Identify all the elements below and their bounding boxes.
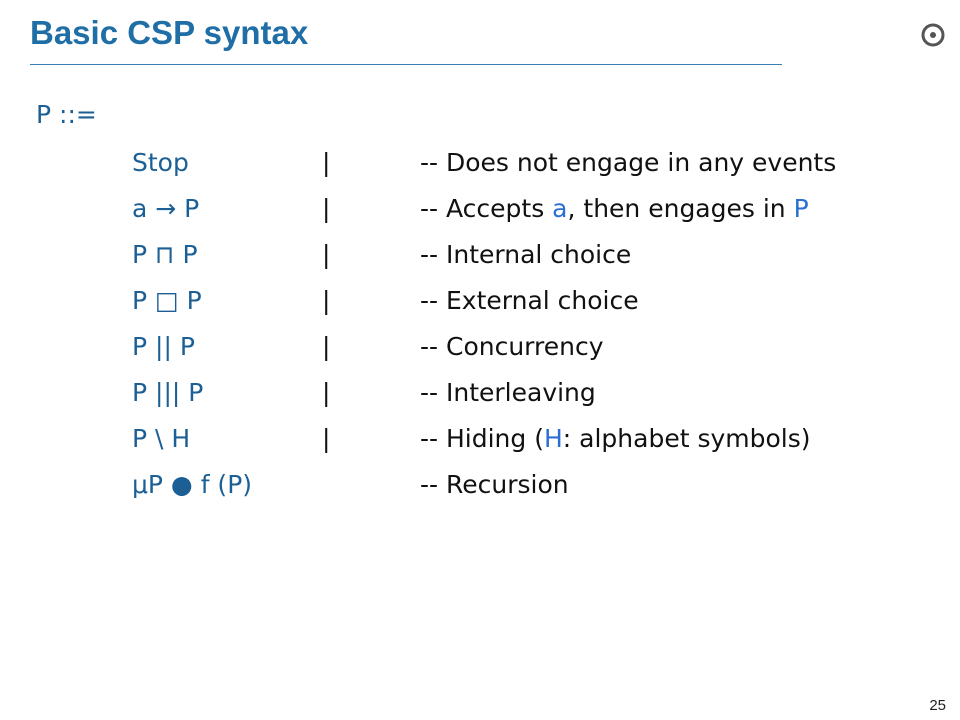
alternative-bar: | xyxy=(322,194,331,223)
alternative-bar: | xyxy=(322,332,331,361)
process-expression: P ||| P xyxy=(132,378,204,407)
alternative-bar: | xyxy=(322,378,331,407)
rule-comment xyxy=(420,416,811,462)
comment-text: , then engages in xyxy=(567,194,794,223)
comment-highlight: H xyxy=(543,424,563,453)
alternative-bar: | xyxy=(322,148,331,177)
title-divider xyxy=(30,64,782,65)
comment-highlight: P xyxy=(793,194,809,223)
process-expression: P □ P xyxy=(132,286,202,315)
grammar-row-prefix xyxy=(0,186,960,232)
alternative-bar: | xyxy=(322,424,331,453)
process-expression: μP ● f (P) xyxy=(132,470,253,499)
comment-text: : alphabet symbols) xyxy=(562,424,811,453)
eiffel-logo-icon xyxy=(918,20,948,50)
rule-comment: -- Internal choice xyxy=(420,240,632,269)
page-title: Basic CSP syntax xyxy=(30,14,309,51)
process-expression: P \ H xyxy=(132,424,191,453)
process-expression: Stop xyxy=(132,148,189,177)
rule-comment xyxy=(420,186,809,232)
comment-highlight: a xyxy=(552,194,568,223)
grammar-row-interleaving xyxy=(0,370,960,416)
rule-comment: -- Concurrency xyxy=(420,332,604,361)
comment-text: -- Accepts xyxy=(420,194,553,223)
grammar-row-external-choice xyxy=(0,278,960,324)
process-expression: a → P xyxy=(132,194,200,223)
grammar-head: P ::= xyxy=(36,100,97,129)
grammar-row-hiding xyxy=(0,416,960,462)
process-expression: P ⊓ P xyxy=(132,240,198,269)
grammar-row-concurrency xyxy=(0,324,960,370)
comment-text: -- Hiding ( xyxy=(420,424,544,453)
grammar-row-internal-choice xyxy=(0,232,960,278)
alternative-bar: | xyxy=(322,240,331,269)
grammar-row-stop xyxy=(0,140,960,186)
grammar-row-recursion xyxy=(0,462,960,508)
rule-comment: -- External choice xyxy=(420,286,639,315)
alternative-bar: | xyxy=(322,286,331,315)
page-number: 25 xyxy=(929,697,946,714)
rule-comment: -- Recursion xyxy=(420,470,569,499)
rule-comment: -- Interleaving xyxy=(420,378,596,407)
rule-comment: -- Does not engage in any events xyxy=(420,148,837,177)
process-expression: P || P xyxy=(132,332,195,361)
